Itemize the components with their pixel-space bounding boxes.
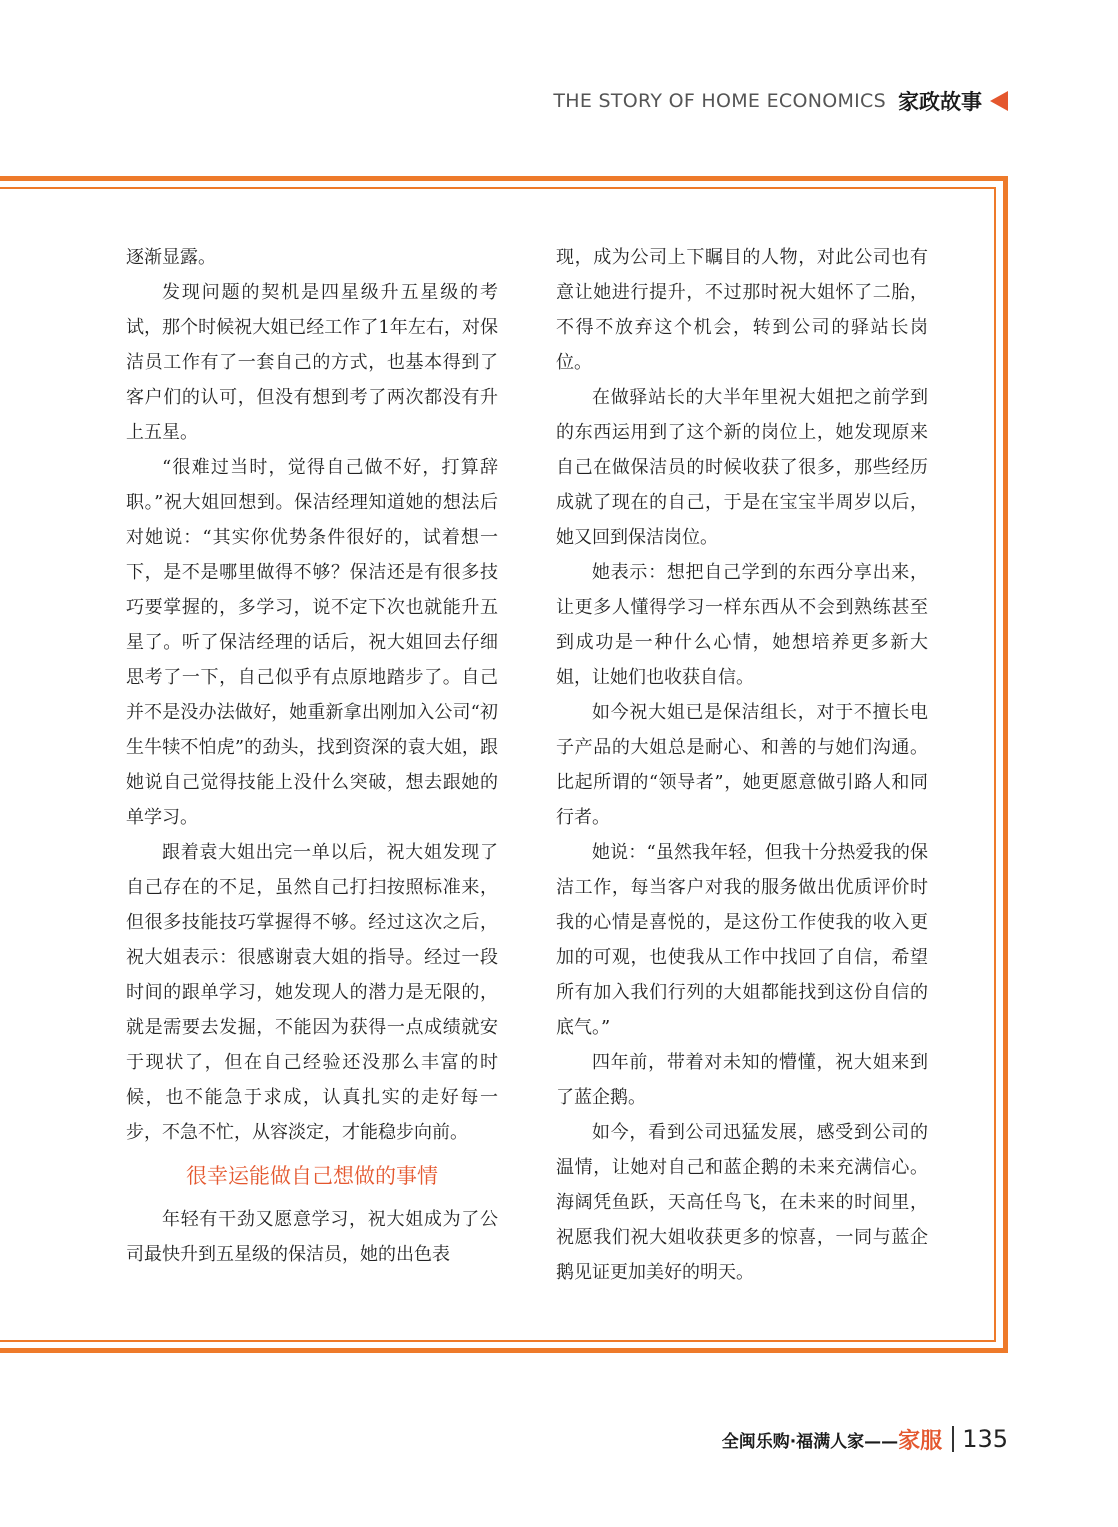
paragraph: 现，成为公司上下瞩目的人物，对此公司也有意让她进行提升，不过那时祝大姐怀了二胎，不得不放弃这个机会，转到公司的驿站长岗位。 (556, 247, 928, 373)
paragraph: 跟着袁大姐出完一单以后，祝大姐发现了自己存在的不足，虽然自己打扫按照标准来，但很多技能技巧掌握得不够。经过这次之后，祝大姐表示：很感谢袁大姐的指导。经过一段时间的跟单学习，她发现人的潜力是无限的，就是需要去发掘，不能因为获得一点成绩就安于现状了，但在自己经验还没那么丰富的时候，也不能急于求成，认真扎实的走好每一步，不急不忙，从容淡定，才能稳步向前。 (126, 842, 498, 1143)
left-text-column (126, 240, 498, 1272)
running-header (553, 84, 1008, 118)
paragraph: 她表示：想把自己学到的东西分享出来，让更多人懂得学习一样东西从不会到熟练甚至到成功是一种什么心情，她想培养更多新大姐，让她们也收获自信。 (556, 562, 928, 688)
page-footer (722, 1422, 1008, 1456)
section-heading: 很幸运能做自己想做的事情 (186, 1164, 438, 1188)
header-english-title: THE STORY OF HOME ECONOMICS (553, 90, 886, 112)
page-number: 135 (962, 1425, 1008, 1453)
paragraph: 发现问题的契机是四星级升五星级的考试，那个时候祝大姐已经工作了1年左右，对保洁员工作有了一套自己的方式，也基本得到了客户们的认可，但没有想到考了两次都没有升上五星。 (126, 282, 498, 443)
paragraph: 四年前，带着对未知的懵懂，祝大姐来到了蓝企鹅。 (556, 1052, 928, 1108)
paragraph: 逐渐显露。 (126, 247, 216, 268)
paragraph: 如今祝大姐已是保洁组长，对于不擅长电子产品的大姐总是耐心、和善的与她们沟通。比起所谓的“领导者”，她更愿意做引路人和同行者。 (556, 702, 928, 828)
footer-brand: 家服 (898, 1428, 943, 1454)
footer-divider (952, 1426, 954, 1452)
paragraph: 如今，看到公司迅猛发展，感受到公司的温情，让她对自己和蓝企鹅的未来充满信心。海阔凭鱼跃，天高任鸟飞，在未来的时间里，祝愿我们祝大姐收获更多的惊喜，一同与蓝企鹅见证更加美好的明天。 (556, 1122, 928, 1283)
triangle-left-icon (990, 91, 1008, 111)
footer-slogan: 全闽乐购·福满人家—— (721, 1431, 899, 1452)
header-chinese-title: 家政故事 (898, 90, 982, 114)
paragraph: 年轻有干劲又愿意学习，祝大姐成为了公司最快升到五星级的保洁员，她的出色表 (126, 1209, 498, 1265)
paragraph: “很难过当时，觉得自己做不好，打算辞职。”祝大姐回想到。保洁经理知道她的想法后对她说：“其实你优势条件很好的，试着想一下，是不是哪里做得不够？保洁还是有很多技巧要掌握的，多学习，说不定下次也就能升五星了。听了保洁经理的话后，祝大姐回去仔细思考了一下，自己似乎有点原地踏步了。自己并不是没办法做好，她重新拿出刚加入公司“初生牛犊不怕虎”的劲头，找到资深的袁大姐，跟她说自己觉得技能上没什么突破，想去跟她的单学习。 (126, 457, 498, 828)
paragraph: 她说：“虽然我年轻，但我十分热爱我的保洁工作，每当客户对我的服务做出优质评价时我的心情是喜悦的，是这份工作使我的收入更加的可观，也使我从工作中找回了自信，希望所有加入我们行列的大姐都能找到这份自信的底气。” (556, 842, 928, 1038)
paragraph: 在做驿站长的大半年里祝大姐把之前学到的东西运用到了这个新的岗位上，她发现原来自己在做保洁员的时候收获了很多，那些经历成就了现在的自己，于是在宝宝半周岁以后，她又回到保洁岗位。 (556, 387, 928, 548)
right-text-column (556, 240, 928, 1290)
